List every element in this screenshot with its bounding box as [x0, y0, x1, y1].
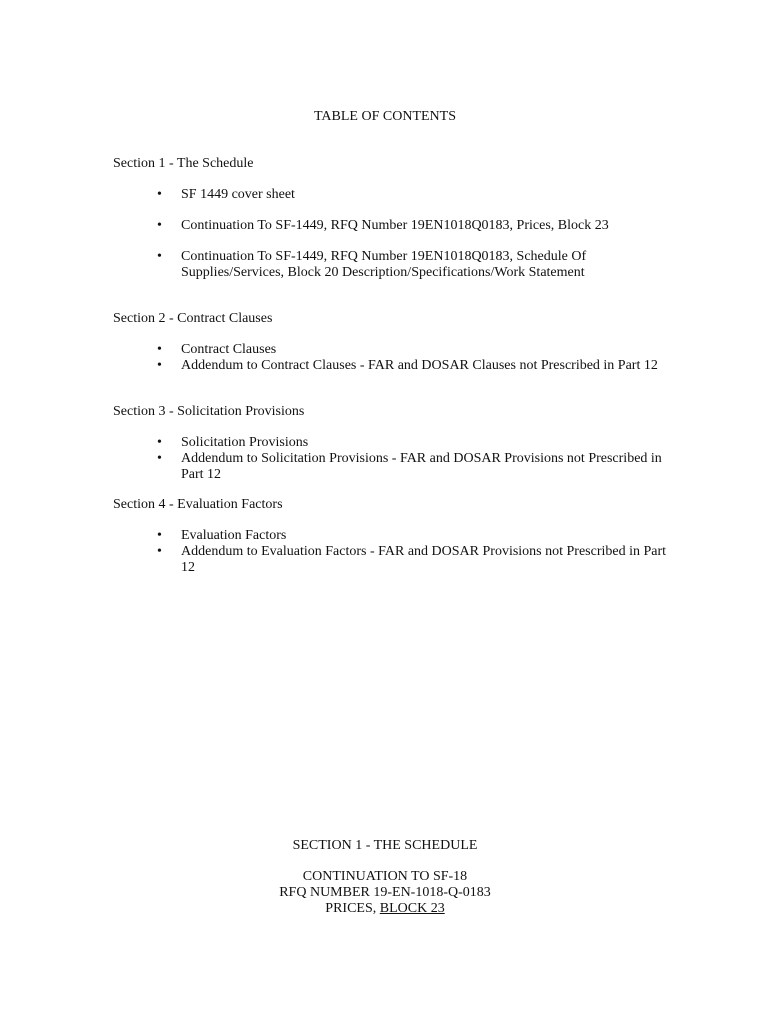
- prices-prefix: PRICES,: [325, 901, 380, 916]
- bullet-icon: •: [157, 249, 162, 264]
- list-item: [113, 528, 673, 544]
- list-item-text: SF 1449 cover sheet: [181, 187, 295, 202]
- list-item: [113, 187, 673, 203]
- list-item-text: Addendum to Contract Clauses - FAR and DOSAR Clauses not Prescribed in Part 12: [181, 358, 658, 373]
- bullet-icon: •: [157, 528, 162, 543]
- schedule-title: SECTION 1 - THE SCHEDULE: [292, 838, 478, 853]
- section-3-heading: Section 3 - Solicitation Provisions: [113, 404, 305, 419]
- list-item: [113, 342, 673, 358]
- list-item: [113, 249, 673, 281]
- bullet-icon: •: [157, 544, 162, 559]
- section-1-items: [113, 187, 673, 296]
- list-item: [113, 451, 673, 483]
- list-item-text: Evaluation Factors: [181, 528, 287, 543]
- section-4-heading: Section 4 - Evaluation Factors: [113, 497, 283, 512]
- list-item-text: Solicitation Provisions: [181, 435, 309, 450]
- rfq-number-line: RFQ NUMBER 19-EN-1018-Q-0183: [279, 885, 491, 900]
- section-4-items: [113, 528, 673, 576]
- bullet-icon: •: [157, 451, 162, 466]
- list-item-text: Continuation To SF-1449, RFQ Number 19EN1018Q0183, Prices, Block 23: [181, 218, 609, 233]
- list-item-text: Addendum to Solicitation Provisions - FAR and DOSAR Provisions not Prescribed in Part 12: [181, 451, 662, 482]
- section-2-items: [113, 342, 673, 374]
- section-2-heading: Section 2 - Contract Clauses: [113, 311, 273, 326]
- bullet-icon: •: [157, 358, 162, 373]
- section-1-heading: Section 1 - The Schedule: [113, 156, 254, 171]
- bullet-icon: •: [157, 342, 162, 357]
- list-item-text: Addendum to Evaluation Factors - FAR and DOSAR Provisions not Prescribed in Part 12: [181, 544, 667, 575]
- bullet-icon: •: [157, 218, 162, 233]
- list-item: [113, 544, 673, 576]
- section-3-items: [113, 435, 673, 483]
- list-item-text: Contract Clauses: [181, 342, 277, 357]
- prices-line: [0, 901, 770, 917]
- list-item-text: Continuation To SF-1449, RFQ Number 19EN1018Q0183, Schedule Of Supplies/Services, Block 20 Description/Specifications/Work Statement: [181, 249, 587, 280]
- list-item: [113, 358, 673, 374]
- list-item: [113, 218, 673, 234]
- bullet-icon: •: [157, 435, 162, 450]
- toc-title: TABLE OF CONTENTS: [314, 109, 456, 124]
- list-item: [113, 435, 673, 451]
- continuation-line: CONTINUATION TO SF-18: [302, 869, 468, 884]
- bullet-icon: •: [157, 187, 162, 202]
- prices-block: BLOCK 23: [379, 901, 445, 916]
- schedule-header: [0, 838, 770, 917]
